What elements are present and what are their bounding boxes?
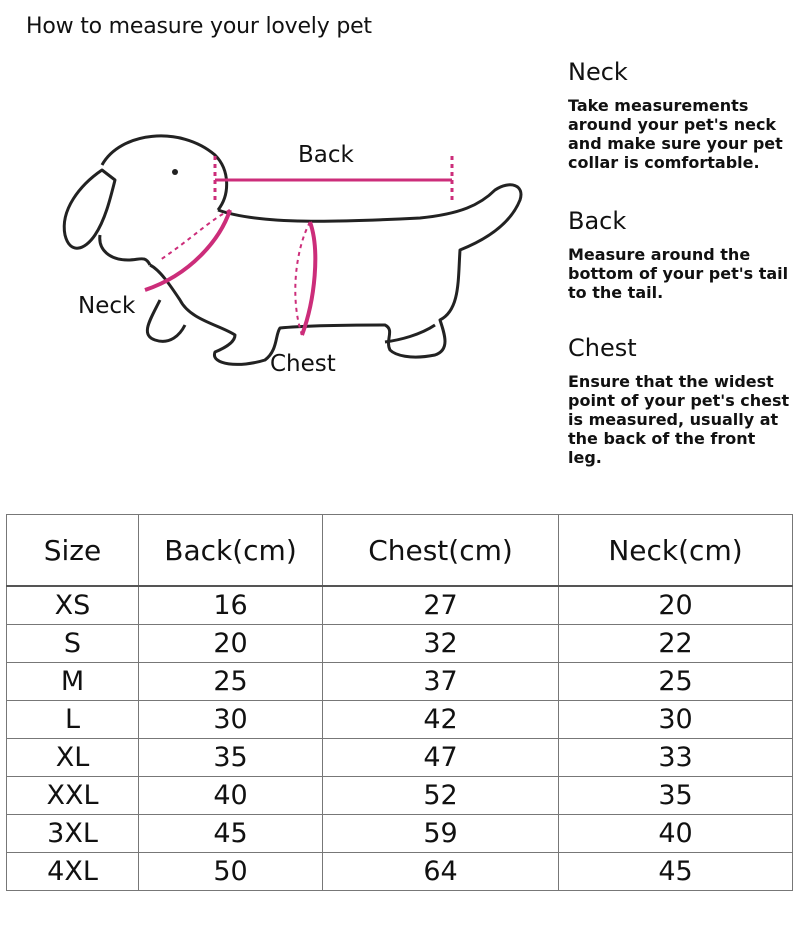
table-row <box>7 739 793 777</box>
back-label: Back <box>298 142 354 168</box>
table-row <box>7 625 793 663</box>
cell-neck: 45 <box>559 853 793 891</box>
cell-back: 40 <box>139 777 323 815</box>
page-title: How to measure your lovely pet <box>26 14 372 39</box>
cell-neck: 33 <box>559 739 793 777</box>
info-neck-text: Take measurements around your pet's neck and make sure your pet collar is comfortable. <box>568 96 783 172</box>
cell-chest: 64 <box>323 853 559 891</box>
info-chest <box>568 334 790 467</box>
cell-neck: 40 <box>559 815 793 853</box>
cell-chest: 27 <box>323 586 559 625</box>
table-row <box>7 777 793 815</box>
cell-size: XXL <box>7 777 139 815</box>
cell-back: 35 <box>139 739 323 777</box>
neck-label: Neck <box>78 293 136 319</box>
cell-neck: 25 <box>559 663 793 701</box>
cell-size: M <box>7 663 139 701</box>
info-neck <box>568 58 790 172</box>
cell-back: 25 <box>139 663 323 701</box>
table-row <box>7 586 793 625</box>
info-chest-text: Ensure that the widest point of your pet's chest is measured, usually at the back of the front leg. <box>568 372 790 467</box>
info-chest-heading: Chest <box>568 334 637 362</box>
cell-chest: 32 <box>323 625 559 663</box>
cell-size: 3XL <box>7 815 139 853</box>
info-neck-heading: Neck <box>568 58 628 86</box>
cell-chest: 52 <box>323 777 559 815</box>
cell-back: 16 <box>139 586 323 625</box>
header-neck: Neck(cm) <box>559 515 793 587</box>
size-chart-table <box>6 514 793 891</box>
cell-back: 45 <box>139 815 323 853</box>
cell-back: 30 <box>139 701 323 739</box>
cell-size: L <box>7 701 139 739</box>
info-back-text: Measure around the bottom of your pet's tail to the tail. <box>568 245 789 302</box>
header-chest: Chest(cm) <box>323 515 559 587</box>
cell-back: 50 <box>139 853 323 891</box>
cell-size: 4XL <box>7 853 139 891</box>
dog-body <box>150 185 521 365</box>
cell-neck: 20 <box>559 586 793 625</box>
table-header-row <box>7 515 793 587</box>
table-row <box>7 853 793 891</box>
cell-back: 20 <box>139 625 323 663</box>
cell-neck: 22 <box>559 625 793 663</box>
cell-chest: 59 <box>323 815 559 853</box>
neck-measure-line <box>145 210 230 290</box>
cell-size: XL <box>7 739 139 777</box>
cell-size: S <box>7 625 139 663</box>
cell-chest: 37 <box>323 663 559 701</box>
cell-chest: 47 <box>323 739 559 777</box>
chest-measure-line <box>302 222 315 335</box>
table-row <box>7 701 793 739</box>
dog-eye <box>172 169 178 175</box>
header-back: Back(cm) <box>139 515 323 587</box>
header-size: Size <box>7 515 139 587</box>
cell-chest: 42 <box>323 701 559 739</box>
info-back <box>568 207 790 302</box>
cell-neck: 35 <box>559 777 793 815</box>
chest-label: Chest <box>270 351 336 377</box>
table-row <box>7 663 793 701</box>
cell-neck: 30 <box>559 701 793 739</box>
info-back-heading: Back <box>568 207 627 235</box>
table-row <box>7 815 793 853</box>
cell-size: XS <box>7 586 139 625</box>
dog-head <box>102 136 227 210</box>
dog-ear <box>64 170 115 248</box>
